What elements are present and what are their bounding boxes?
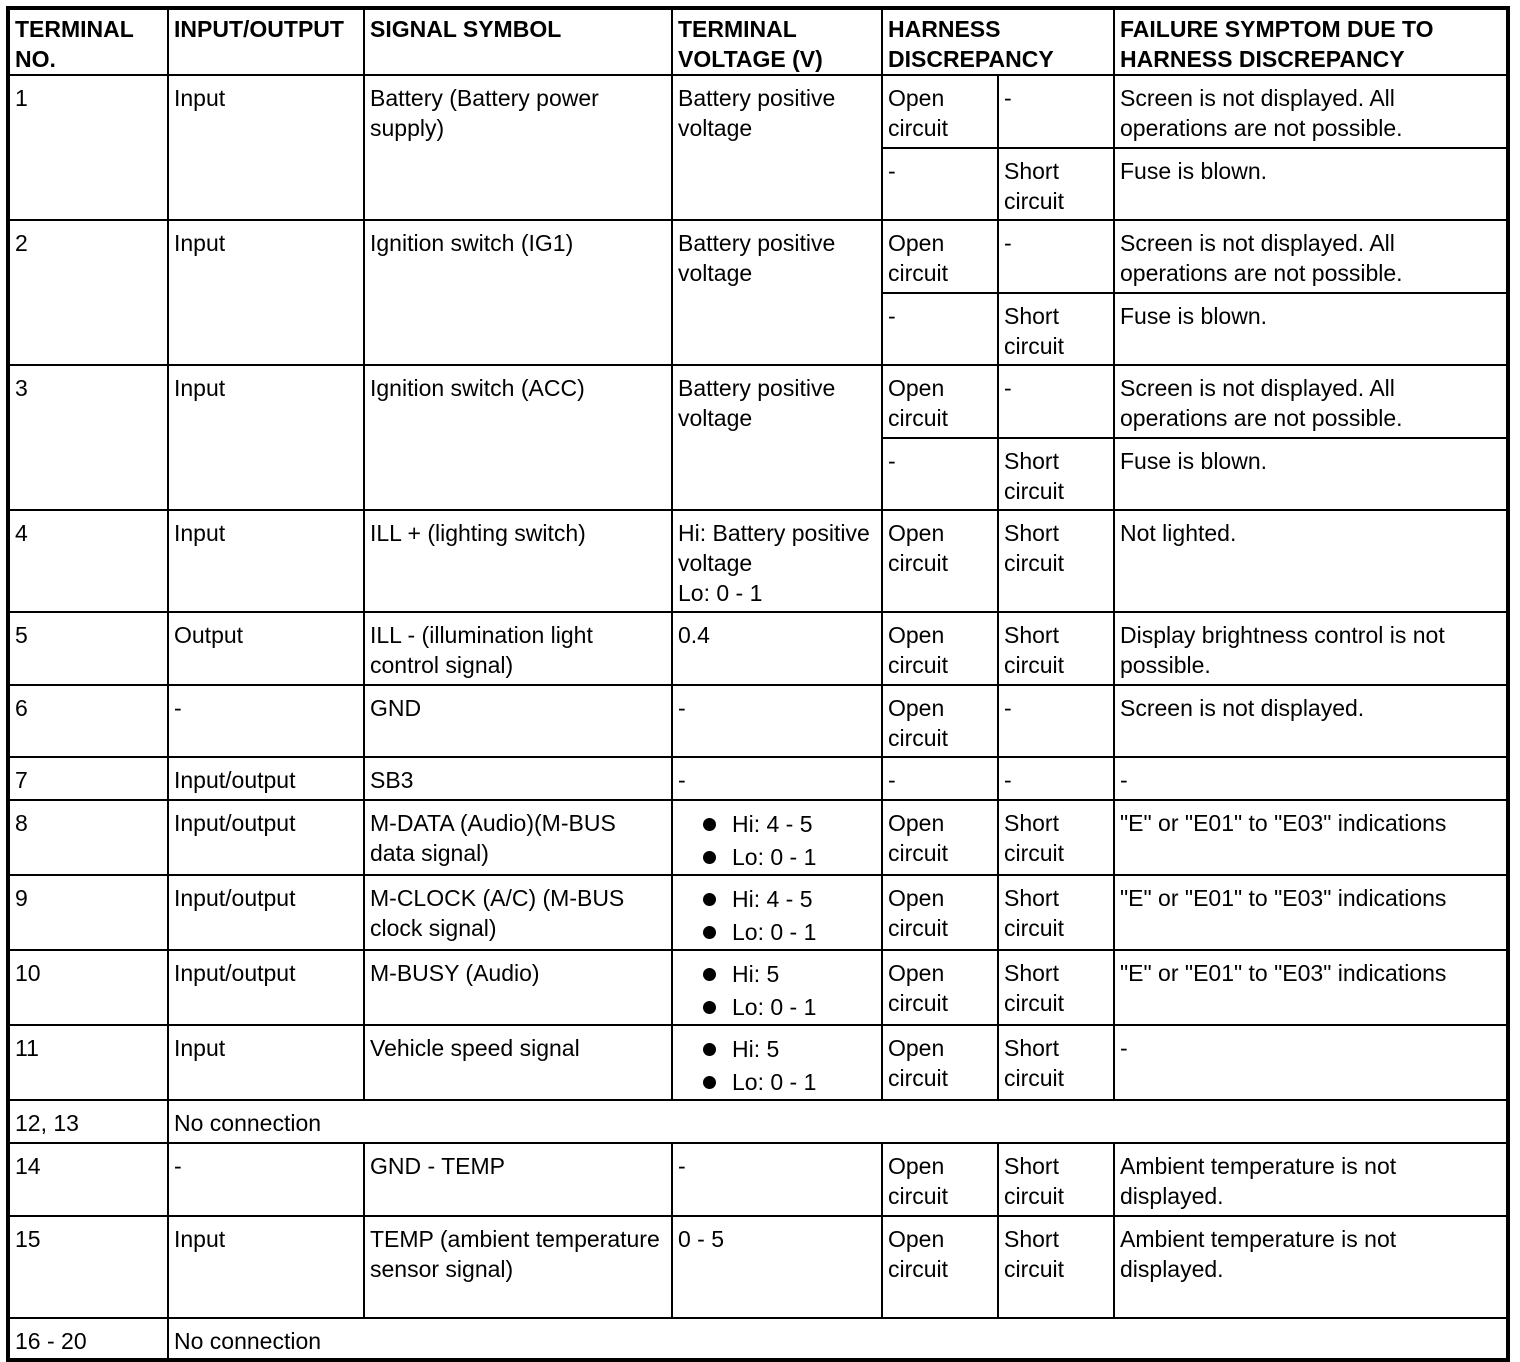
signal-cell: GND - TEMP <box>364 1143 672 1216</box>
terminal-no-cell: 15 <box>8 1216 168 1318</box>
terminal-no-cell: 11 <box>8 1025 168 1100</box>
symptom-cell: "E" or "E01" to "E03" indications <box>1114 950 1508 1025</box>
signal-cell: SB3 <box>364 757 672 800</box>
open-cell: Open circuit <box>882 800 998 875</box>
short-cell: Short circuit <box>998 148 1114 220</box>
header-terminal-no: TERMINAL NO. <box>8 8 168 75</box>
signal-cell: ILL - (illumination light control signal) <box>364 612 672 685</box>
voltage-hi: Hi: 5 <box>698 958 876 991</box>
voltage-cell <box>672 510 882 612</box>
symptom-cell: "E" or "E01" to "E03" indications <box>1114 800 1508 875</box>
voltage-hi: Hi: Battery positive voltage <box>678 520 870 576</box>
table-row <box>8 1025 1508 1100</box>
voltage-hi: Hi: 4 - 5 <box>698 808 876 841</box>
table-row <box>8 612 1508 685</box>
io-cell: Input/output <box>168 800 364 875</box>
terminal-no-cell: 12, 13 <box>8 1100 168 1143</box>
open-cell: Open circuit <box>882 875 998 950</box>
voltage-cell: Battery positive voltage <box>672 220 882 365</box>
short-cell: Short circuit <box>998 1025 1114 1100</box>
voltage-lo: Lo: 0 - 1 <box>698 916 876 949</box>
terminal-no-cell: 3 <box>8 365 168 510</box>
table-row <box>8 220 1508 293</box>
voltage-list <box>678 958 876 1024</box>
symptom-cell: Ambient temperature is not displayed. <box>1114 1143 1508 1216</box>
short-cell: Short circuit <box>998 1216 1114 1318</box>
terminal-no-cell: 5 <box>8 612 168 685</box>
voltage-list <box>678 883 876 949</box>
header-terminal-voltage: TERMINAL VOLTAGE (V) <box>672 8 882 75</box>
short-cell: Short circuit <box>998 438 1114 510</box>
voltage-list <box>678 808 876 874</box>
io-cell: Input/output <box>168 757 364 800</box>
signal-cell: Battery (Battery power supply) <box>364 75 672 220</box>
terminal-table <box>6 6 1510 1362</box>
header-input-output: INPUT/OUTPUT <box>168 8 364 75</box>
short-cell: - <box>998 75 1114 148</box>
short-cell: Short circuit <box>998 800 1114 875</box>
terminal-no-cell: 16 - 20 <box>8 1318 168 1360</box>
table-row <box>8 875 1508 950</box>
symptom-cell: Ambient temperature is not displayed. <box>1114 1216 1508 1318</box>
io-cell: Input <box>168 75 364 220</box>
io-cell: Input <box>168 1025 364 1100</box>
terminal-no-cell: 8 <box>8 800 168 875</box>
short-cell: - <box>998 365 1114 438</box>
voltage-cell: 0 - 5 <box>672 1216 882 1318</box>
voltage-cell <box>672 875 882 950</box>
symptom-cell: Screen is not displayed. All operations are not possible. <box>1114 365 1508 438</box>
terminal-no-cell: 14 <box>8 1143 168 1216</box>
open-cell: Open circuit <box>882 1216 998 1318</box>
open-cell: - <box>882 438 998 510</box>
io-cell: Input <box>168 220 364 365</box>
short-cell: Short circuit <box>998 612 1114 685</box>
open-cell: Open circuit <box>882 612 998 685</box>
open-cell: Open circuit <box>882 1025 998 1100</box>
short-cell: Short circuit <box>998 950 1114 1025</box>
open-cell: Open circuit <box>882 220 998 293</box>
signal-cell: M-CLOCK (A/C) (M-BUS clock signal) <box>364 875 672 950</box>
terminal-no-cell: 1 <box>8 75 168 220</box>
terminal-no-cell: 2 <box>8 220 168 365</box>
symptom-cell: Not lighted. <box>1114 510 1508 612</box>
voltage-lo: Lo: 0 - 1 <box>698 841 876 874</box>
signal-cell: Vehicle speed signal <box>364 1025 672 1100</box>
signal-cell: Ignition switch (ACC) <box>364 365 672 510</box>
voltage-hi: Hi: 4 - 5 <box>698 883 876 916</box>
symptom-cell: Fuse is blown. <box>1114 438 1508 510</box>
voltage-lo: Lo: 0 - 1 <box>678 580 763 606</box>
header-row <box>8 8 1508 75</box>
io-cell: Input/output <box>168 950 364 1025</box>
symptom-cell: Fuse is blown. <box>1114 148 1508 220</box>
symptom-cell: Display brightness control is not possible. <box>1114 612 1508 685</box>
open-cell: Open circuit <box>882 950 998 1025</box>
symptom-cell: - <box>1114 1025 1508 1100</box>
table-row <box>8 1318 1508 1360</box>
short-cell: Short circuit <box>998 875 1114 950</box>
table-row <box>8 950 1508 1025</box>
symptom-cell: "E" or "E01" to "E03" indications <box>1114 875 1508 950</box>
table-row <box>8 510 1508 612</box>
signal-cell: Ignition switch (IG1) <box>364 220 672 365</box>
voltage-cell: - <box>672 1143 882 1216</box>
signal-cell: M-DATA (Audio)(M-BUS data signal) <box>364 800 672 875</box>
open-cell: Open circuit <box>882 1143 998 1216</box>
symptom-cell: Screen is not displayed. All operations are not possible. <box>1114 220 1508 293</box>
terminal-no-cell: 9 <box>8 875 168 950</box>
terminal-no-cell: 4 <box>8 510 168 612</box>
no-connection-cell: No connection <box>168 1318 1508 1360</box>
open-cell: Open circuit <box>882 685 998 757</box>
io-cell: Input <box>168 365 364 510</box>
io-cell: Input/output <box>168 875 364 950</box>
voltage-cell: - <box>672 757 882 800</box>
short-cell: - <box>998 685 1114 757</box>
voltage-lo: Lo: 0 - 1 <box>698 1066 876 1099</box>
header-failure-symptom: FAILURE SYMPTOM DUE TO HARNESS DISCREPANCY <box>1114 8 1508 75</box>
voltage-cell <box>672 950 882 1025</box>
io-cell: - <box>168 1143 364 1216</box>
voltage-cell <box>672 1025 882 1100</box>
io-cell: - <box>168 685 364 757</box>
signal-cell: M-BUSY (Audio) <box>364 950 672 1025</box>
io-cell: Input <box>168 1216 364 1318</box>
table-row <box>8 757 1508 800</box>
voltage-cell <box>672 800 882 875</box>
open-cell: Open circuit <box>882 510 998 612</box>
symptom-cell: Fuse is blown. <box>1114 293 1508 365</box>
open-cell: - <box>882 757 998 800</box>
io-cell: Output <box>168 612 364 685</box>
short-cell: Short circuit <box>998 293 1114 365</box>
symptom-cell: Screen is not displayed. All operations are not possible. <box>1114 75 1508 148</box>
table-row <box>8 365 1508 438</box>
open-cell: Open circuit <box>882 365 998 438</box>
io-cell: Input <box>168 510 364 612</box>
short-cell: - <box>998 757 1114 800</box>
symptom-cell: - <box>1114 757 1508 800</box>
terminal-no-cell: 10 <box>8 950 168 1025</box>
voltage-lo: Lo: 0 - 1 <box>698 991 876 1024</box>
signal-cell: TEMP (ambient temperature sensor signal) <box>364 1216 672 1318</box>
short-cell: - <box>998 220 1114 293</box>
voltage-hi: Hi: 5 <box>698 1033 876 1066</box>
voltage-cell: Battery positive voltage <box>672 75 882 220</box>
open-cell: - <box>882 148 998 220</box>
open-cell: - <box>882 293 998 365</box>
table-row <box>8 75 1508 148</box>
no-connection-cell: No connection <box>168 1100 1508 1143</box>
short-cell: Short circuit <box>998 1143 1114 1216</box>
voltage-cell: Battery positive voltage <box>672 365 882 510</box>
short-cell: Short circuit <box>998 510 1114 612</box>
table-row <box>8 1216 1508 1318</box>
open-cell: Open circuit <box>882 75 998 148</box>
table-row <box>8 1143 1508 1216</box>
table-row <box>8 800 1508 875</box>
signal-cell: GND <box>364 685 672 757</box>
table-row <box>8 1100 1508 1143</box>
table-row <box>8 685 1508 757</box>
header-harness-discrepancy: HARNESS DISCREPANCY <box>882 8 1114 75</box>
terminal-no-cell: 7 <box>8 757 168 800</box>
voltage-cell: - <box>672 685 882 757</box>
voltage-cell: 0.4 <box>672 612 882 685</box>
signal-cell: ILL + (lighting switch) <box>364 510 672 612</box>
header-signal-symbol: SIGNAL SYMBOL <box>364 8 672 75</box>
symptom-cell: Screen is not displayed. <box>1114 685 1508 757</box>
terminal-no-cell: 6 <box>8 685 168 757</box>
voltage-list <box>678 1033 876 1099</box>
